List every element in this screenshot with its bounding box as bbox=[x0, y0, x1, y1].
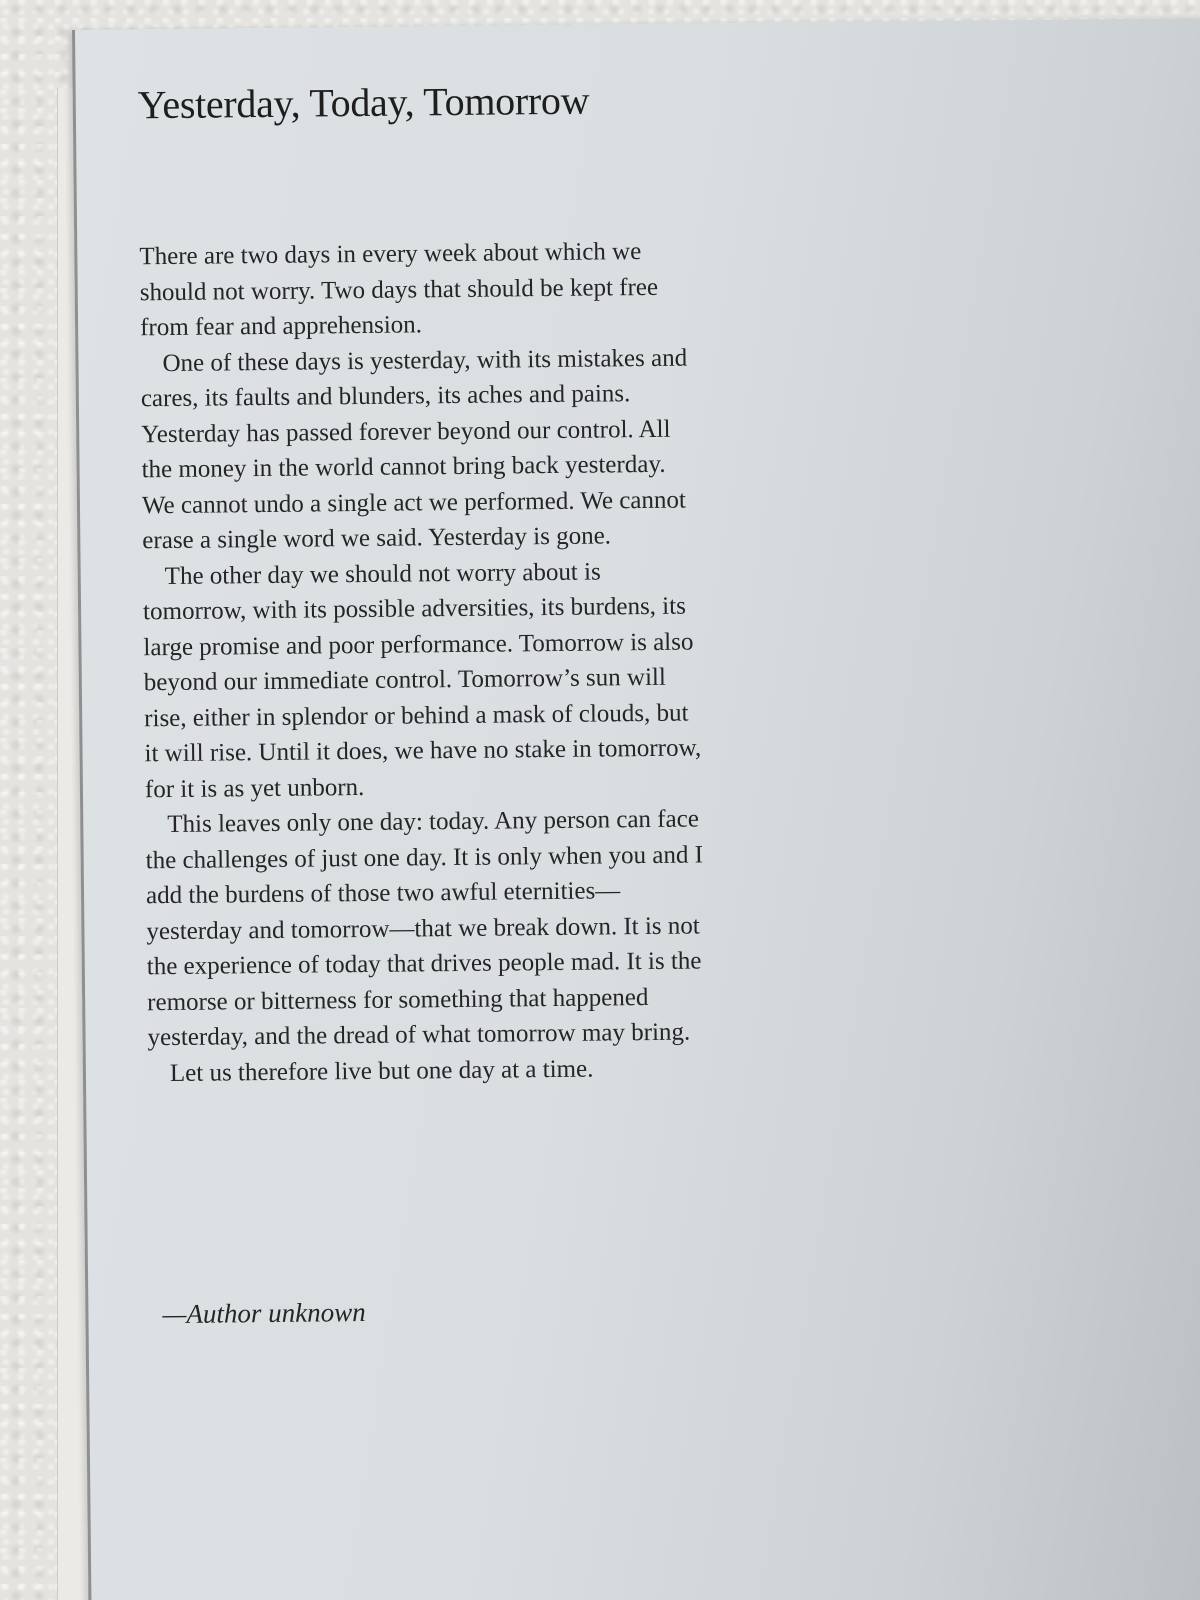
page-title: Yesterday, Today, Tomorrow bbox=[137, 77, 590, 128]
paragraph-3: The other day we should not worry about is tomorrow, with its possible adversities, its burdens, its large promise and poor performance. Tomorrow is also beyond our immediate control. Tomorrow’s sun will rise, either in splendor or behind a mask of clouds, but it will rise. Until it does, we have no stake in tomorrow, for it is as yet unborn. bbox=[142, 557, 702, 803]
paragraph-1: There are two days in every week about which we should not worry. Two days that should be kept free from fear and apprehension. bbox=[139, 238, 659, 342]
book-page bbox=[72, 18, 1200, 1600]
paragraph-4: This leaves only one day: today. Any person can face the challenges of just one day. It is only when you and I add the burdens of those two awful eternities—yesterday and tomorrow—that we break down. It is not the experience of today that drives people mad. It is the remorse or bitterness for something that happened yesterday, and the dread of what tomorrow may bring. bbox=[145, 805, 704, 1052]
attribution: —Author unknown bbox=[162, 1296, 366, 1330]
body-text bbox=[139, 233, 708, 1091]
paragraph-2: One of these days is yesterday, with its mistakes and cares, its faults and blunders, its aches and pains. Yesterday has passed forever beyond our control. All the money in the world cannot bring back yesterday. We cannot undo a single act we performed. We cannot erase a single word we said. Yesterday is gone. bbox=[140, 344, 688, 555]
paragraph-5: Let us therefore live but one day at a time. bbox=[169, 1055, 594, 1087]
